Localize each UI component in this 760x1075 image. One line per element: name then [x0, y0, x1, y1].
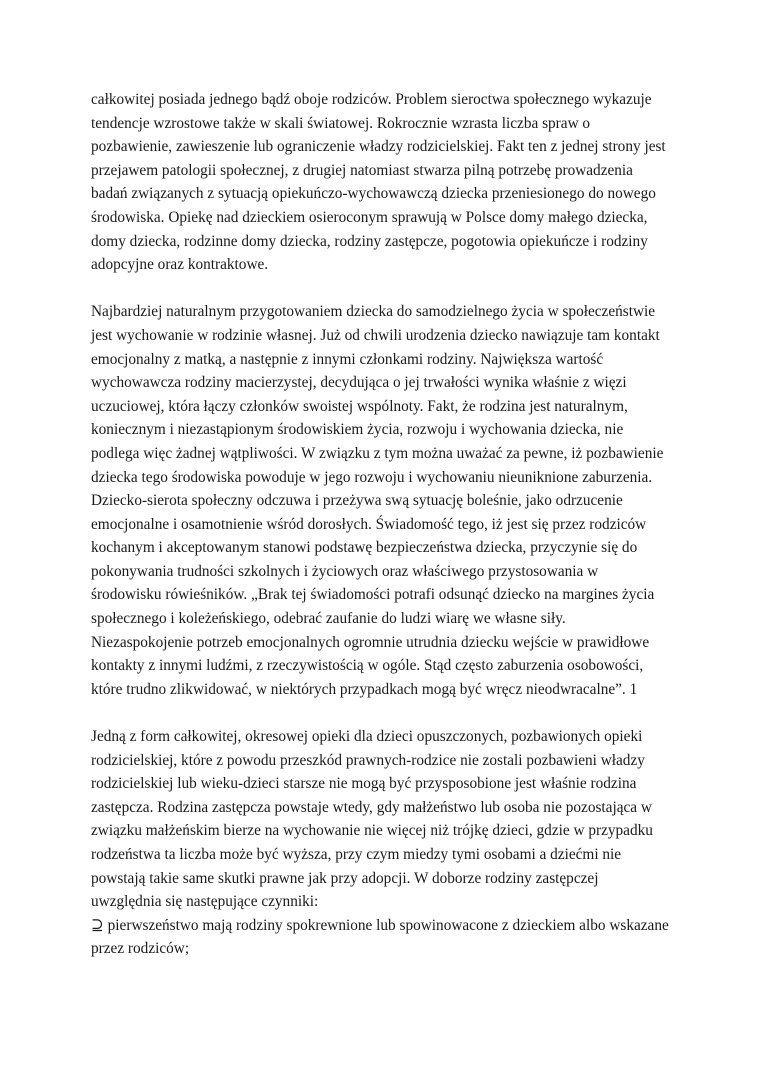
text-line: emocjonalny z matką, a następnie z innymi członkami rodziny. Największa wartość [91, 350, 604, 368]
text-line: pokonywania trudności szkolnych i życiowych oraz właściwego przystosowania w [91, 562, 599, 580]
paragraph-family-upbringing [91, 300, 680, 701]
text-line: jest wychowanie w rodzinie własnej. Już od chwili urodzenia dziecko nawiązuje tam kontakt [91, 326, 660, 344]
text-line: uwzględnia się następujące czynniki: [91, 893, 319, 911]
text-line: powstają takie same skutki prawne jak przy adopcji. W doborze rodziny zastępczej [91, 869, 599, 887]
paragraph-foster-family [91, 725, 680, 914]
text-line: podlega więc żadnej wątpliwości. W związku z tym można uważać za pewne, iż pozbawienie [91, 444, 664, 462]
text-line: uczuciowej, która łączy członków swoistej wspólnoty. Fakt, że rodzina jest naturalnym, [91, 397, 628, 415]
text-line: związku małżeńskim bierze na wychowanie nie więcej niż trójkę dzieci, gdzie w przypadku [91, 822, 653, 840]
text-line: kochanym i akceptowanym stanowi podstawę bezpieczeństwa dziecka, przyczynie się do [91, 539, 638, 557]
paragraph-spacer [91, 277, 680, 301]
bullet-line [91, 914, 680, 938]
paragraph-orphanhood-intro [91, 88, 680, 277]
text-line: kontakty z innymi ludźmi, z rzeczywistością w ogóle. Stąd często zaburzenia osobowości, [91, 657, 644, 675]
bullet-list-item [91, 914, 680, 961]
text-line: emocjonalne i osamotnienie wśród dorosłych. Świadomość tego, iż jest się przez rodziców [91, 515, 647, 533]
text-line: przejawem patologii społecznej, z drugiej natomiast stwarza pilną potrzebę prowadzenia [91, 161, 633, 179]
text-line: całkowitej posiada jednego bądź oboje rodziców. Problem sieroctwa społecznego wykazuje [91, 91, 652, 108]
text-line: przez rodziców; [91, 940, 190, 958]
text-line: rodzicielskiej, które z powodu przeszkód prawnych-rodzice nie zostali pozbawieni władzy [91, 751, 645, 769]
text-line: Jedną z form całkowitej, okresowej opieki dla dzieci opuszczonych, pozbawionych opieki [91, 728, 643, 746]
text-line: tendencje wzrostowe także w skali światowej. Rokrocznie wzrasta liczba spraw o [91, 114, 591, 132]
text-line: środowiska. Opiekę nad dzieckiem osieroconym sprawują w Polsce domy małego dziecka, [91, 208, 648, 226]
bullet-text: pierwszeństwo mają rodziny spokrewnione lub spowinowacone z dzieckiem albo wskazane [107, 916, 669, 934]
text-line: wychowawcza rodziny macierzystej, decydująca o jej trwałości wynika właśnie z więzi [91, 374, 627, 392]
text-line: społecznego i koleżeńskiego, odebrać zaufanie do ludzi wiarę we własne siły. [91, 610, 566, 628]
text-line: rodzeństwa ta liczba może być wyższa, przy czym miedzy tymi osobami a dziećmi nie [91, 846, 622, 863]
paragraph-spacer [91, 701, 680, 725]
text-line: które trudno zlikwidować, w niektórych przypadkach mogą być wręcz nieodwracalne”. 1 [91, 680, 638, 698]
text-line: zastępcza. Rodzina zastępcza powstaje wtedy, gdy małżeństwo lub osoba nie pozostająca w [91, 798, 652, 816]
text-line: adopcyjne oraz kontraktowe. [91, 256, 269, 274]
text-line: dziecka tego środowiska powoduje w jego rozwoju i wychowaniu nieuniknione zaburzenia. [91, 468, 653, 486]
text-line: Dziecko-sierota społeczny odczuwa i przeżywa swą sytuację boleśnie, jako odrzucenie [91, 492, 623, 510]
superset-bullet-icon: ⊇ [91, 915, 104, 934]
text-line: Niezaspokojenie potrzeb emocjonalnych ogromnie utrudnia dziecku wejście w prawidłowe [91, 633, 650, 651]
text-line: badań związanych z sytuacją opiekuńczo-wychowawczą dziecka przeniesionego do nowego [91, 185, 656, 203]
text-line: pozbawienie, zawieszenie lub ograniczenie władzy rodzicielskiej. Fakt ten z jednej strony jest [91, 138, 666, 156]
text-line: domy dziecka, rodzinne domy dziecka, rodziny zastępcze, pogotowia opiekuńcze i rodziny [91, 232, 648, 250]
text-line: rodzicielskiej lub wieku-dzieci starsze nie mogą być przysposobione jest właśnie rodzina [91, 775, 637, 793]
text-line: środowisku rówieśników. „Brak tej świadomości potrafi odsunąć dziecko na margines życia [91, 586, 655, 604]
text-line: koniecznym i niezastąpionym środowiskiem życia, rozwoju i wychowania dziecka, nie [91, 421, 624, 439]
text-line: Najbardziej naturalnym przygotowaniem dziecka do samodzielnego życia w społeczeństwie [91, 303, 656, 321]
